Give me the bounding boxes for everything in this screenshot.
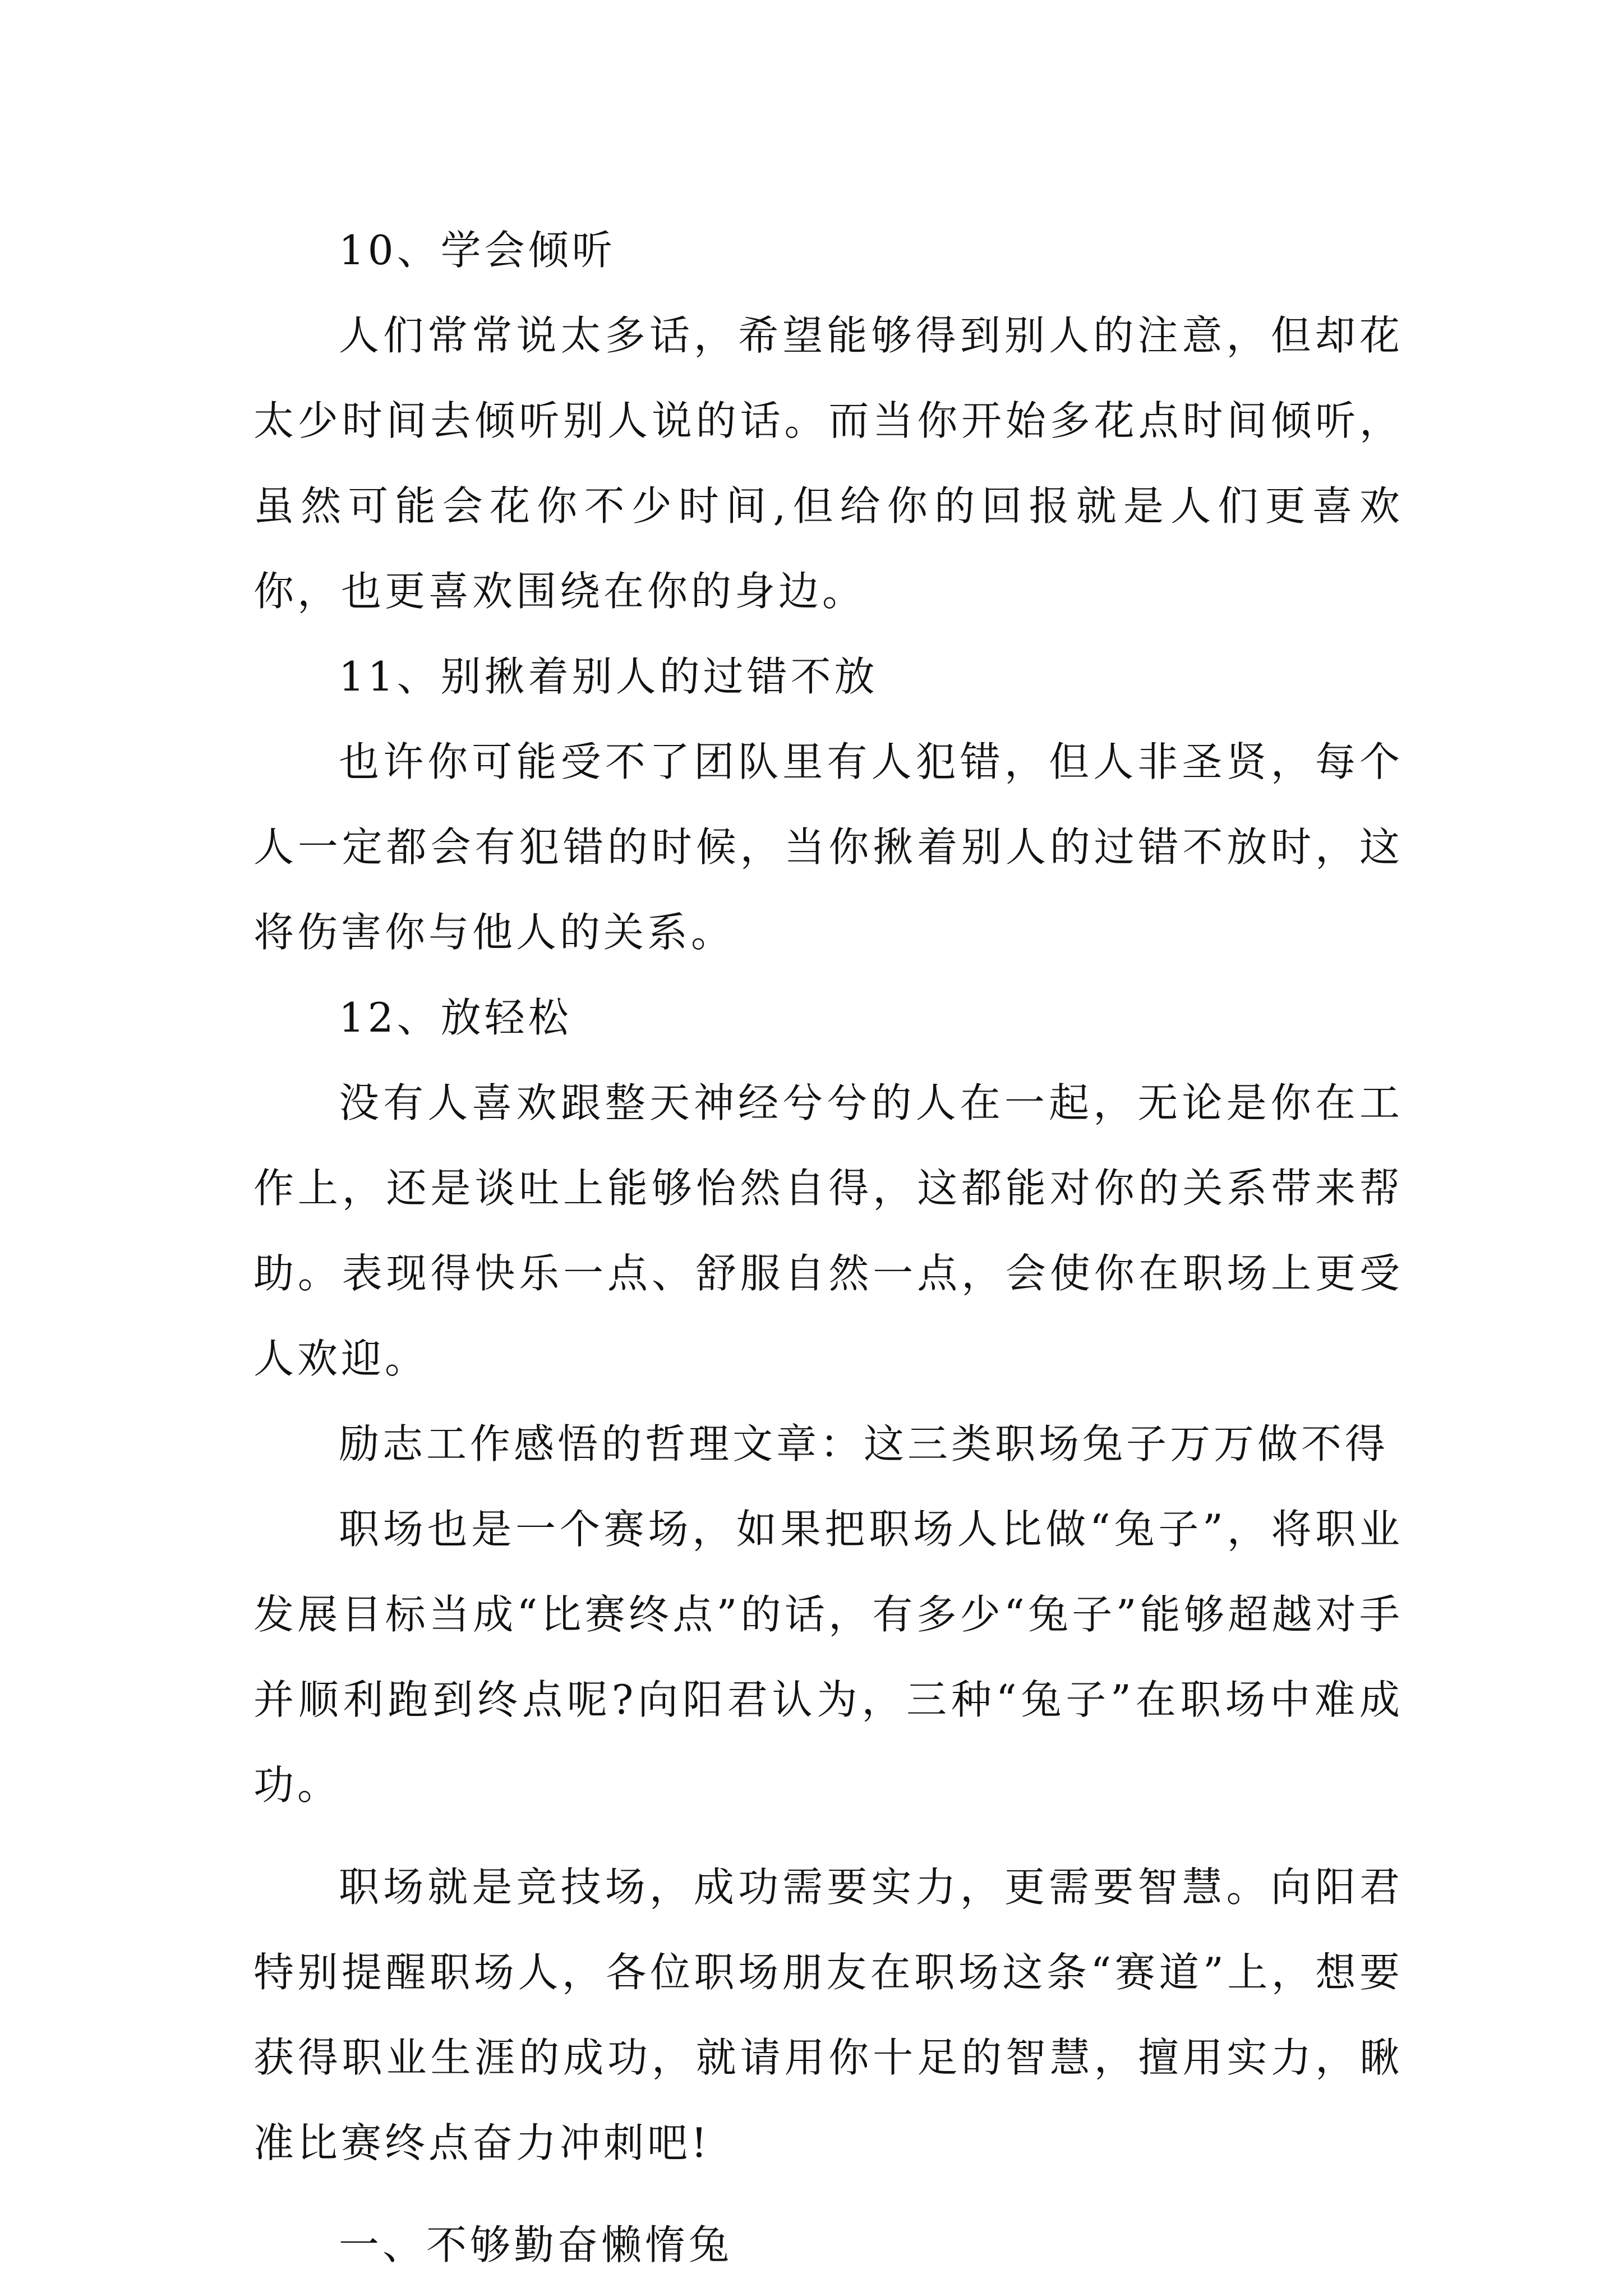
section-heading-12: 12、放轻松 [339, 994, 572, 1041]
section-heading-lazy-rabbit: 一、不够勤奋懒惰兔 [339, 2221, 733, 2269]
paragraph-competition: 职场就是竞技场，成功需要实力，更需要智慧。向阳君特别提醒职场人，各位职场朋友在职场这条“赛道”上，想要获得职业生涯的成功，就请用你十足的智慧，擅用实力，瞅准比赛终点奋力冲刺吧! [253, 1864, 1403, 2166]
section-heading-10: 10、学会倾听 [339, 227, 616, 274]
paragraph-gap [253, 2185, 1403, 2202]
paragraph-relax: 没有人喜欢跟整天神经兮兮的人在一起，无论是你在工作上，还是谈吐上能够怡然自得，这都能对你的关系带来帮助。表现得快乐一点、舒服自然一点，会使你在职场上更受人欢迎。 [253, 1079, 1403, 1382]
paragraph-mistakes: 也许你可能受不了团队里有人犯错，但人非圣贤，每个人一定都会有犯错的时候，当你揪着别人的过错不放时，这将伤害你与他人的关系。 [253, 738, 1403, 956]
paragraph-race-intro: 职场也是一个赛场，如果把职场人比做“兔子”，将职业发展目标当成“比赛终点”的话，有多少“兔子”能够超越对手并顺利跑到终点呢?向阳君认为，三种“兔子”在职场中难成功。 [253, 1506, 1403, 1809]
section-heading-11: 11、别揪着别人的过错不放 [339, 653, 878, 700]
article-title: 励志工作感悟的哲理文章：这三类职场兔子万万做不得 [339, 1420, 1389, 1467]
document-body [253, 208, 1403, 2288]
paragraph-listening: 人们常常说太多话，希望能够得到别人的注意，但却花太少时间去倾听别人说的话。而当你开始多花点时间倾听，虽然可能会花你不少时间,但给你的回报就是人们更喜欢你，也更喜欢围绕在你的身边。 [253, 312, 1403, 615]
paragraph-gap [253, 1828, 1403, 1844]
